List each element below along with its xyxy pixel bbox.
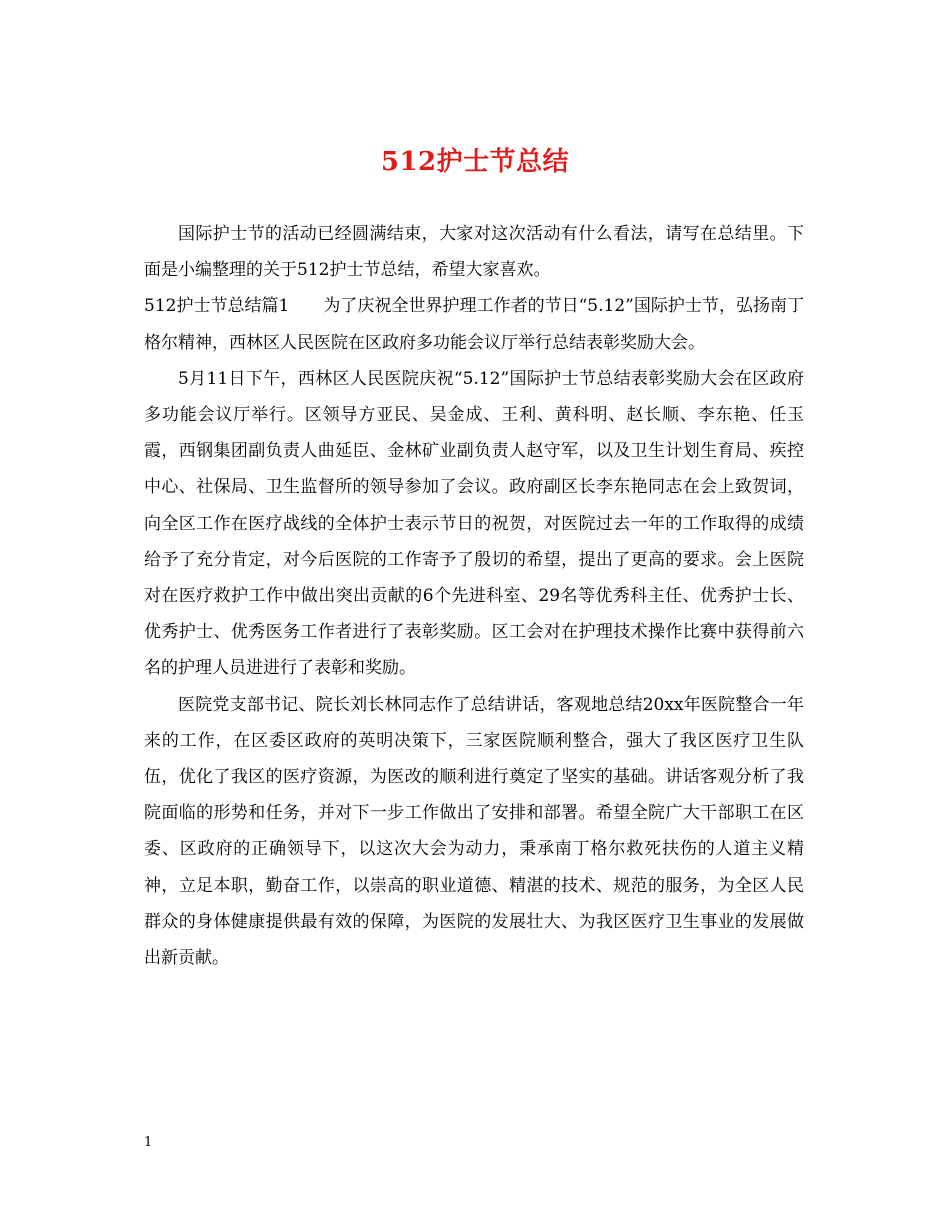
intro-paragraph: 国际护士节的活动已经圆满结束，大家对这次活动有什么看法，请写在总结里。下面是小编整理的关于512护士节总结，希望大家喜欢。 [144,224,804,281]
document-body [144,216,804,976]
page-number: 1 [144,1135,153,1150]
meeting-paragraph: 5月11日下午，西林区人民医院庆祝“5.12”国际护士节总结表彰奖励大会在区政府多功能会议厅举行。区领导方亚民、吴金成、王利、黄科明、赵长顺、李东艳、任玉霞，西钢集团副负责人曲延臣、金林矿业副负责人赵守军，以及卫生计划生育局、疾控中心、社保局、卫生监督所的领导参加了会议。政府副区长李东艳同志在会上致贺词，向全区工作在医疗战线的全体护士表示节日的祝贺，对医院过去一年的工作取得的成绩给予了充分肯定，对今后医院的工作寄予了殷切的希望，提出了更高的要求。会上医院对在医疗救护工作中做出突出贡献的6个先进科室、29名等优秀科主任、优秀护士长、优秀护士、优秀医务工作者进行了表彰奖励。区工会对在护理技术操作比赛中获得前六名的护理人员进进行了表彰和奖励。 [144,368,804,679]
section-heading-paragraph: 512护士节总结篇1 为了庆祝全世界护理工作者的节日“5.12”国际护士节，弘扬南丁格尔精神，西林区人民医院在区政府多功能会议厅举行总结表彰奖励大会。 [144,296,804,353]
speech-paragraph: 医院党支部书记、院长刘长林同志作了总结讲话，客观地总结20xx年医院整合一年来的工作，在区委区政府的英明决策下，三家医院顺利整合，强大了我区医疗卫生队伍，优化了我区的医疗资源，为医改的顺利进行奠定了坚实的基础。讲话客观分析了我院面临的形势和任务，并对下一步工作做出了安排和部署。希望全院广大干部职工在区委、区政府的正确领导下，以这次大会为动力，秉承南丁格尔救死扶伤的人道主义精神，立足本职，勤奋工作，以崇高的职业道德、精湛的技术、规范的服务，为全区人民群众的身体健康提供最有效的保障，为医院的发展壮大、为我区医疗卫生事业的发展做出新贡献。 [144,694,804,969]
document-title: 512护士节总结 [380,147,570,177]
